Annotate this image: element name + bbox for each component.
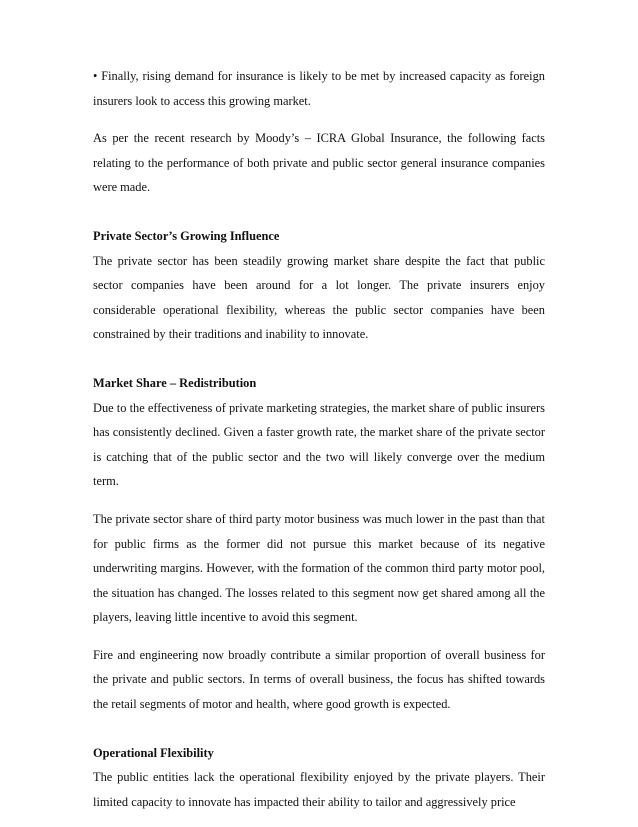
- paragraph-fire-engineering: Fire and engineering now broadly contribute a similar proportion of overall business for the private and public sectors. In terms of overall business, the focus has shifted towards the retail segments of motor and health, where good growth is expected.: [93, 647, 545, 712]
- heading-private-sector-influence: Private Sector’s Growing Influence: [93, 228, 280, 243]
- paragraph-private-sector-growth: The private sector has been steadily growing market share despite the fact that public sector companies have been around for a lot longer. The private insurers enjoy considerable operational flexibility, whereas the public sector companies have been constrained by their traditions and inability to innovate.: [93, 253, 545, 342]
- section-gap: [93, 213, 545, 224]
- section-gap: [93, 730, 545, 741]
- section-gap: [93, 360, 545, 371]
- paragraph-public-entities-flexibility: The public entities lack the operational flexibility enjoyed by the private players. Their limited capacity to innovate has impacted their ability to tailor and aggressively price: [93, 770, 545, 809]
- paragraph-foreign-insurers: • Finally, rising demand for insurance is likely to be met by increased capacity as foreign insurers look to access this growing market.: [93, 69, 545, 108]
- heading-operational-flexibility: Operational Flexibility: [93, 745, 214, 760]
- paragraph-third-party-motor: The private sector share of third party motor business was much lower in the past than that for public firms as the former did not pursue this market because of its negative underwriting margins. However, with the formation of the common third party motor pool, the situation has changed. The losses related to this segment now get shared among all the players, leaving little incentive to avoid this segment.: [93, 511, 545, 625]
- document-page: [93, 64, 545, 827]
- paragraph-moodys-research: As per the recent research by Moody’s – ICRA Global Insurance, the following facts relating to the performance of both private and public sector general insurance companies were made.: [93, 131, 545, 195]
- paragraph-market-share-decline: Due to the effectiveness of private marketing strategies, the market share of public insurers has consistently declined. Given a faster growth rate, the market share of the private sector is catching that of the public sector and the two will likely converge over the medium term.: [93, 400, 545, 489]
- heading-market-share-redistribution: Market Share – Redistribution: [93, 375, 257, 390]
